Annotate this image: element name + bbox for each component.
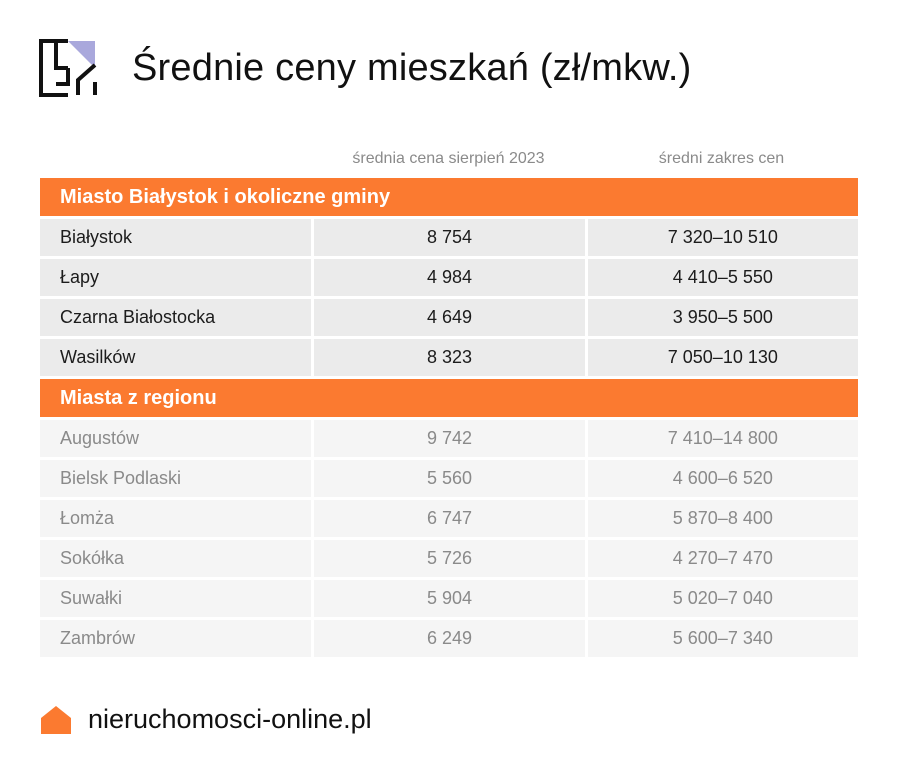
- table-row: [40, 219, 858, 256]
- floorplan-logo-icon: [38, 38, 98, 98]
- table-row: [40, 339, 858, 376]
- price-range: 7 050–10 130: [588, 339, 858, 376]
- column-headers: [40, 140, 858, 178]
- average-price: 4 649: [314, 299, 584, 336]
- city-name: Czarna Białostocka: [40, 299, 311, 336]
- price-range: 3 950–5 500: [588, 299, 858, 336]
- average-price: 6 747: [314, 500, 584, 537]
- column-header-average: średnia cena sierpień 2023: [352, 150, 545, 167]
- table-row: [40, 620, 858, 657]
- average-price: 8 323: [314, 339, 584, 376]
- average-price: 5 726: [314, 540, 584, 577]
- table-row: [40, 299, 858, 336]
- price-range: 5 870–8 400: [588, 500, 858, 537]
- house-icon: [40, 705, 72, 735]
- price-range: 5 020–7 040: [588, 580, 858, 617]
- city-name: Suwałki: [40, 580, 311, 617]
- average-price: 5 904: [314, 580, 584, 617]
- city-name: Łapy: [40, 259, 311, 296]
- price-range: 5 600–7 340: [588, 620, 858, 657]
- average-price: 9 742: [314, 420, 584, 457]
- city-name: Wasilków: [40, 339, 311, 376]
- city-name: Zambrów: [40, 620, 311, 657]
- price-range: 4 600–6 520: [588, 460, 858, 497]
- section-body-region: [40, 420, 858, 657]
- header: [38, 38, 691, 98]
- price-table: [40, 140, 858, 660]
- average-price: 6 249: [314, 620, 584, 657]
- table-row: [40, 259, 858, 296]
- price-range: 4 410–5 550: [588, 259, 858, 296]
- footer: [40, 704, 372, 735]
- city-name: Łomża: [40, 500, 311, 537]
- average-price: 4 984: [314, 259, 584, 296]
- page-title: Średnie ceny mieszkań (zł/mkw.): [132, 46, 692, 89]
- city-name: Białystok: [40, 219, 311, 256]
- city-name: Bielsk Podlaski: [40, 460, 311, 497]
- price-range: 4 270–7 470: [588, 540, 858, 577]
- section-header-region: Miasta z regionu: [40, 379, 858, 417]
- price-range: 7 410–14 800: [588, 420, 858, 457]
- section-header-bialystok: Miasto Białystok i okoliczne gminy: [40, 178, 858, 216]
- average-price: 5 560: [314, 460, 584, 497]
- table-row: [40, 580, 858, 617]
- table-row: [40, 420, 858, 457]
- table-row: [40, 460, 858, 497]
- brand-name: nieruchomosci-online.pl: [88, 704, 372, 734]
- city-name: Sokółka: [40, 540, 311, 577]
- city-name: Augustów: [40, 420, 311, 457]
- column-header-range: średni zakres cen: [658, 150, 785, 167]
- section-body-bialystok: [40, 219, 858, 376]
- table-row: [40, 540, 858, 577]
- average-price: 8 754: [314, 219, 584, 256]
- price-range: 7 320–10 510: [588, 219, 858, 256]
- table-row: [40, 500, 858, 537]
